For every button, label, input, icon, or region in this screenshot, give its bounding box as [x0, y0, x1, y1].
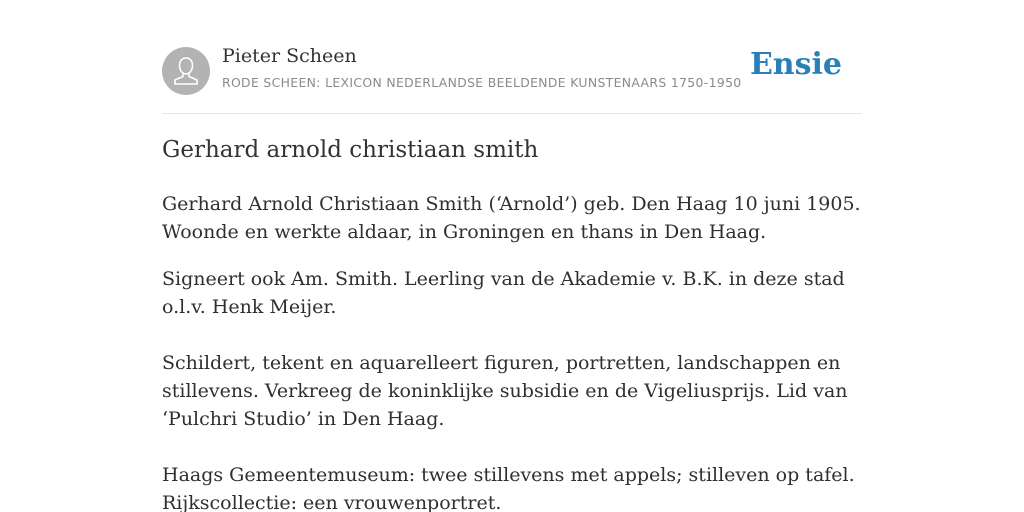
paragraph-museum: Haags Gemeentemuseum: twee stillevens met appels; stilleven op tafel.	[162, 464, 855, 486]
paragraph-birth: Gerhard Arnold Christiaan Smith (‘Arnold’) geb. Den Haag 10 juni 1905. Woonde en werkte aldaar, in Groningen en thans in Den Haag.	[162, 193, 861, 243]
entry-card	[162, 0, 862, 512]
author-name[interactable]: Pieter Scheen	[222, 45, 357, 67]
source-title[interactable]: RODE SCHEEN: LEXICON NEDERLANDSE BEELDENDE KUNSTENAARS 1750-1950	[222, 75, 742, 90]
page-title: Gerhard arnold christiaan smith	[162, 137, 539, 163]
paragraph-work: Schildert, tekent en aquarelleert figuren, portretten, landschappen en stillevens. Verkreeg de koninklijke subsidie en de Vigeliusprijs. Lid van ‘Pulchri Studio’ in Den Haag.	[162, 352, 848, 430]
user-icon[interactable]	[162, 47, 210, 95]
entry-header	[162, 0, 862, 114]
entry-body	[162, 190, 862, 512]
ensie-logo[interactable]: Ensie	[749, 47, 842, 82]
paragraph-training: Signeert ook Am. Smith. Leerling van de Akademie v. B.K. in deze stad o.l.v. Henk Meijer.	[162, 268, 845, 318]
paragraph-collection: Rijkscollectie: een vrouwenportret.	[162, 492, 502, 512]
